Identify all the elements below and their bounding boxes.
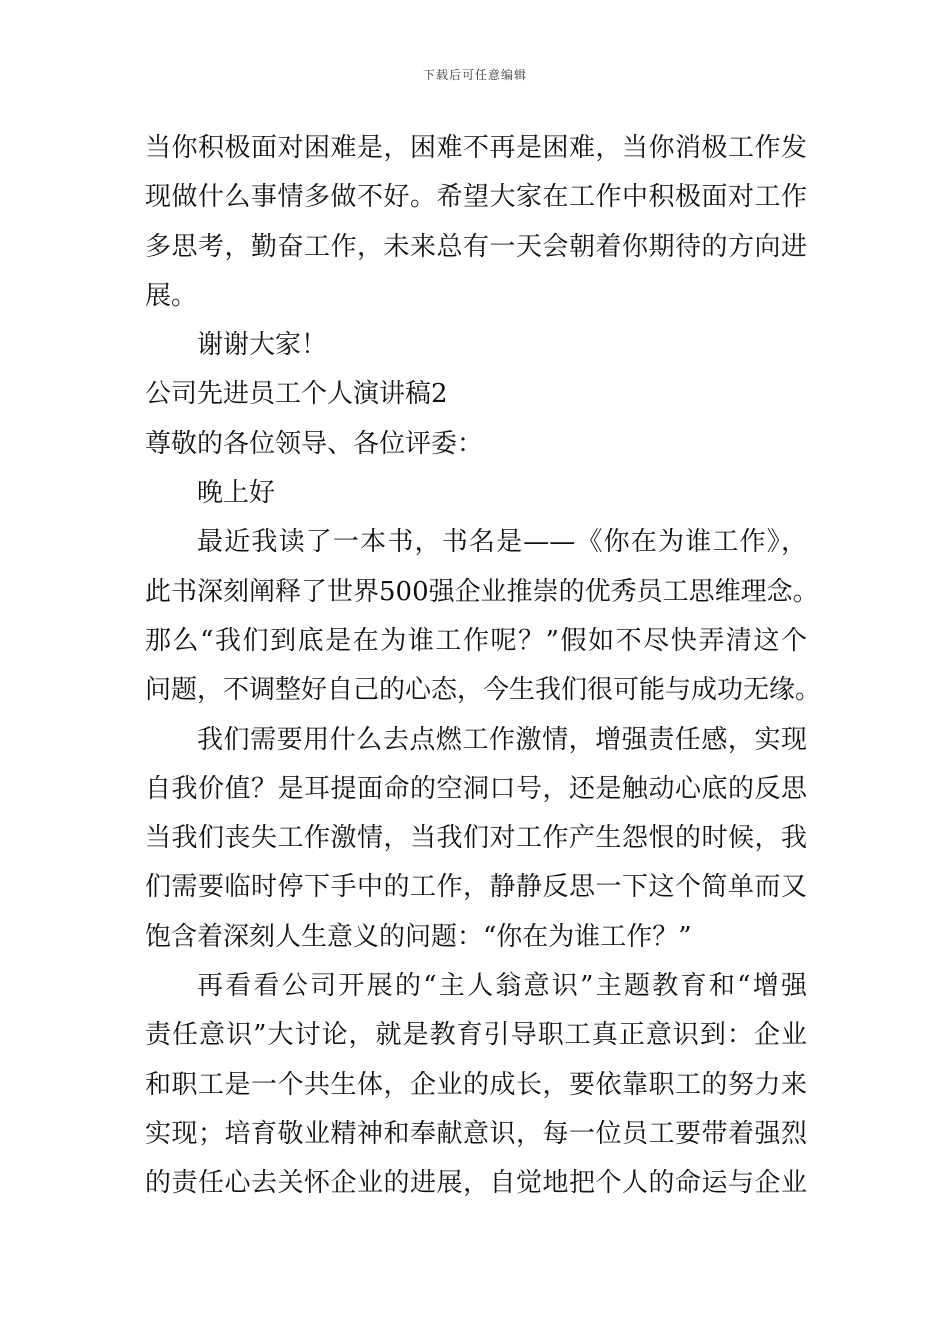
text-line: 当你积极面对困难是，困难不再是困难，当你消极工作发	[145, 133, 807, 163]
body-text	[145, 124, 822, 1209]
text-line: 当我们丧失工作激情，当我们对工作产生怨恨的时候，我	[145, 823, 807, 854]
section-title: 公司先进员工个人演讲稿2	[145, 379, 448, 410]
text-line: 责任意识”大讨论，就是教育引导职工真正意识到：企业	[145, 1020, 807, 1051]
text-line: 现做什么事情多做不好。希望大家在工作中积极面对工作	[145, 182, 807, 213]
greeting: 晚上好	[197, 478, 276, 509]
text-line: 展。	[145, 280, 198, 311]
closing-line: 谢谢大家！	[197, 330, 328, 361]
salutation: 尊敬的各位领导、各位评委：	[145, 428, 484, 459]
text-line: 自我价值？是耳提面命的空洞口号，还是触动心底的反思	[145, 773, 807, 804]
text-line: 实现；培育敬业精神和奉献意识，每一位员工要带着强烈	[145, 1118, 807, 1149]
text-line: 问题，不调整好自己的心态，今生我们很可能与成功无缘。	[145, 675, 822, 706]
text-line: 和职工是一个共生体，企业的成长，要依靠职工的努力来	[145, 1069, 807, 1100]
text-line: 多思考，勤奋工作，未来总有一天会朝着你期待的方向进	[145, 231, 807, 262]
text-line: 们需要临时停下手中的工作，静静反思一下这个简单而又	[145, 872, 807, 903]
text-line: 的责任心去关怀企业的进展，自觉地把个人的命运与企业	[145, 1168, 807, 1199]
text-line: 那么“我们到底是在为谁工作呢？”假如不尽快弄清这个	[145, 625, 807, 656]
text-line: 最近我读了一本书，书名是——《你在为谁工作》，	[197, 527, 807, 558]
text-line: 此书深刻阐释了世界500强企业推崇的优秀员工思维理念。	[145, 576, 819, 607]
text-line: 再看看公司开展的“主人翁意识”主题教育和“增强	[197, 971, 807, 1002]
text-line: 我们需要用什么去点燃工作激情，增强责任感，实现	[197, 724, 807, 755]
text-line: 饱含着深刻人生意义的问题：“你在为谁工作？”	[145, 921, 692, 952]
page-header: 下载后可任意编辑	[422, 68, 527, 82]
